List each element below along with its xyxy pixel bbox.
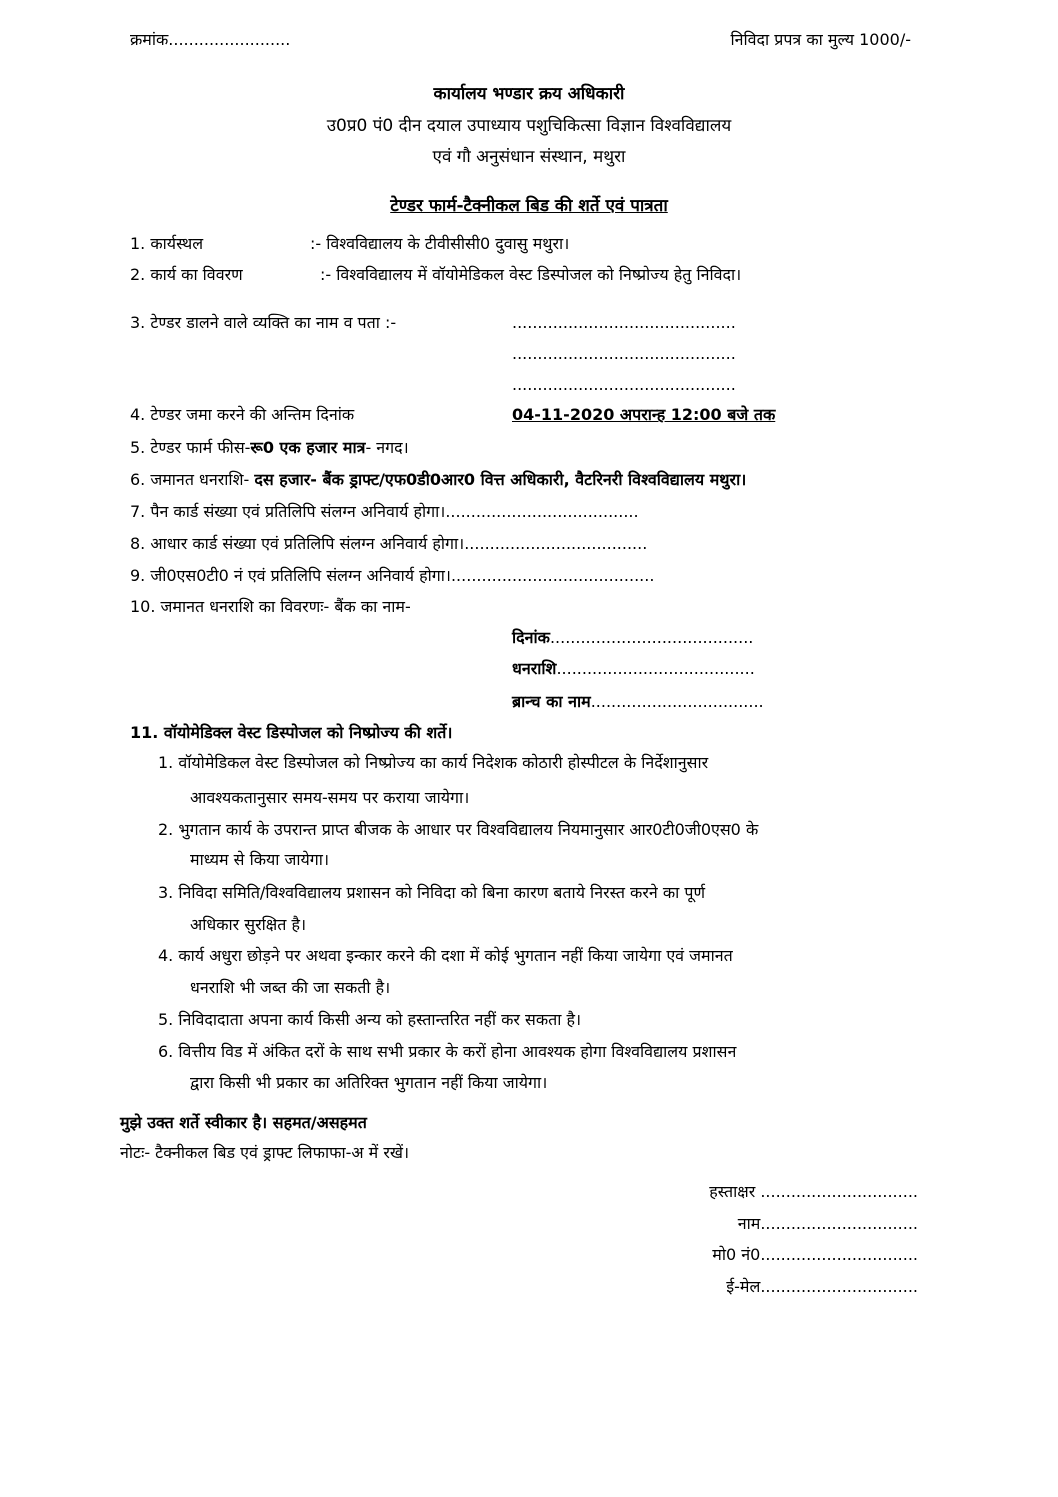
field-bidder-dots[interactable]: ............................................ [512, 375, 736, 394]
condition-item: 4. कार्य अधुरा छोड़ने पर अथवा इन्कार करने की दशा में कोई भुगतान नहीं किया जायेगा एवं जमानत [158, 946, 733, 965]
condition-item: 1. वॉयोमेडिकल वेस्ट डिस्पोजल को निष्प्रोज्य का कार्य निदेशक कोठारी होस्पीटल के निर्देशानुसार [158, 753, 709, 772]
field-bidder-label: 3. टेण्डर डालने वाले व्यक्ति का नाम व पता :- [130, 313, 397, 332]
field-deposit-amount: धनराशि....................................... [512, 659, 755, 678]
condition-item: 5. निविदादाता अपना कार्य किसी अन्य को हस्तान्तरित नहीं कर सकता है। [158, 1010, 582, 1029]
note: नोटः- टैक्नीकल बिड एवं ड्राफ्ट लिफाफा-अ में रखें। [120, 1143, 410, 1162]
condition-item-continued: माध्यम से किया जायेगा। [190, 850, 330, 869]
field-deadline-label: 4. टेण्डर जमा करने की अन्तिम दिनांक [130, 405, 355, 424]
field-workplace-label: 1. कार्यस्थल [130, 234, 204, 253]
condition-item-continued: अधिकार सुरक्षित है। [190, 915, 307, 934]
consent-statement: मुझे उक्त शर्ते स्वीकार है। सहमत/असहमत [120, 1113, 367, 1132]
email-field[interactable]: ई-मेल............................... [726, 1277, 918, 1296]
serial-number: क्रमांक........................ [130, 30, 291, 49]
field-work-description-label: 2. कार्य का विवरण [130, 265, 243, 284]
field-pan-card: 7. पैन कार्ड संख्या एवं प्रतिलिपि संलग्न अनिवार्य होगा।...................................... [130, 502, 639, 521]
condition-item-continued: आवश्यकतानुसार समय-समय पर कराया जायेगा। [190, 788, 470, 807]
institute-location: एवं गौ अनुसंधान संस्थान, मथुरा [432, 147, 626, 167]
condition-item-continued: द्वारा किसी भी प्रकार का अतिरिक्त भुगतान नहीं किया जायेगा। [190, 1073, 548, 1092]
office-title: कार्यालय भण्डार क्रय अधिकारी [433, 84, 625, 104]
university-name: उ0प्र0 पं0 दीन दयाल उपाध्याय पशुचिकित्सा विज्ञान विश्वविद्यालय [326, 116, 732, 136]
conditions-heading: 11. वॉयोमेडिक्ल वेस्ट डिस्पोजल को निष्प्रोज्य की शर्ते। [130, 723, 453, 742]
condition-item-continued: धनराशि भी जब्त की जा सकती है। [190, 978, 391, 997]
form-price: निविदा प्रपत्र का मुल्य 1000/- [730, 30, 911, 49]
field-gst: 9. जी0एस0टी0 नं एवं प्रतिलिपि संलग्न अनिवार्य होगा।........................................ [130, 566, 655, 585]
field-deadline-value: 04-11-2020 अपरान्ह 12:00 बजे तक [512, 405, 776, 424]
field-work-description-value: :- विश्वविद्यालय में वॉयोमेडिकल वेस्ट डिस्पोजल को निष्प्रोज्य हेतु निविदा। [320, 265, 742, 284]
form-title: टेण्डर फार्म-टैक्नीकल बिड की शर्ते एवं पात्रता [390, 196, 668, 216]
field-deposit-date: दिनांक........................................ [512, 628, 754, 647]
condition-item: 2. भुगतान कार्य के उपरान्त प्राप्त बीजक के आधार पर विश्वविद्यालय नियमानुसार आर0टी0जी0एस0 के [158, 820, 759, 839]
field-bidder-dots[interactable]: ............................................ [512, 313, 736, 332]
field-security-deposit: 6. जमानत धनराशि- दस हजार- बैंक ड्राफ्ट/एफ0डी0आर0 वित्त अधिकारी, वैटरिनरी विश्वविद्यालय मथुरा। [130, 470, 747, 489]
mobile-field[interactable]: मो0 नं0............................... [712, 1245, 918, 1264]
condition-item: 3. निविदा समिति/विश्वविद्यालय प्रशासन को निविदा को बिना कारण बताये निरस्त करने का पूर्ण [158, 883, 706, 902]
name-field[interactable]: नाम............................... [737, 1214, 918, 1233]
field-bidder-dots[interactable]: ............................................ [512, 344, 736, 363]
field-aadhaar-card: 8. आधार कार्ड संख्या एवं प्रतिलिपि संलग्न अनिवार्य होगा।.................................... [130, 534, 648, 553]
field-form-fee: 5. टेण्डर फार्म फीस-रू0 एक हजार मात्र- नगद। [130, 438, 409, 457]
field-workplace-value: :- विश्वविद्यालय के टीवीसीसी0 दुवासु मथुरा। [310, 234, 570, 253]
field-branch-name: ब्रान्च का नाम.................................. [512, 692, 764, 711]
condition-item: 6. वित्तीय विड में अंकित दरों के साथ सभी प्रकार के करों होना आवश्यक होगा विश्वविद्यालय प्रशासन [158, 1042, 737, 1061]
field-deposit-details: 10. जमानत धनराशि का विवरणः- बैंक का नाम- [130, 597, 411, 616]
signature-field[interactable]: हस्ताक्षर ............................... [709, 1182, 918, 1201]
